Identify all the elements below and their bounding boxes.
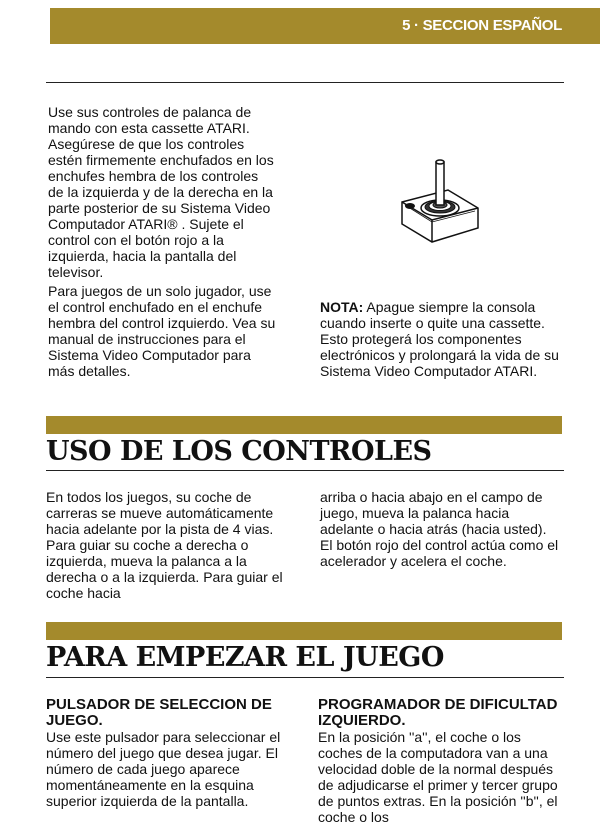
heading-para-empezar-el-juego: PARA EMPEZAR EL JUEGO [46, 642, 444, 673]
joystick-icon [392, 156, 486, 252]
section-label: 5 · SECCION ESPAÑOL [402, 17, 562, 34]
section-bar-empezar [46, 622, 562, 640]
empezar-right-text: En la posición ''a'', el coche o los coches de la computadora van a una velocidad doble de la normal después de adjudicarse el primer y tercer grupo de puntos extras. En la posición ''b'', el coche o los [318, 729, 558, 825]
uso-right-text: arriba o hacia abajo en el campo de juego, mueva la palanca hacia adelante o hacia atrás (hacia usted). El botón rojo del control actúa como el acelerador y acelera el coche. [320, 489, 559, 569]
subheading-pulsador: PULSADOR DE SELECCION DE JUEGO. [46, 696, 272, 729]
section-header-band [50, 8, 600, 44]
section-bar-uso [46, 416, 562, 434]
note-text: Apague siempre la consola cuando inserte o quite una cassette. Esto protegerá los componentes electrónicos y prolongará la vida de su Sistema Video Computador ATARI. [320, 299, 559, 379]
uso-left-text: En todos los juegos, su coche de carreras se mueve automáticamente hacia adelante por la pista de 4 vias. Para guiar su coche a derecha o izquierda, mueva la palanca a la derecha o a la izquierda. Para guiar el coche hacia [46, 489, 283, 601]
empezar-left-text: Use este pulsador para seleccionar el número del juego que desea jugar. El número de cada juego aparece momentáneamente en la esquina superior izquierda de la pantalla. [46, 729, 281, 809]
intro-paragraph-1: Use sus controles de palanca de mando con esta cassette ATARI. Asegúrese de que los controles estén firmemente enchufados en los enchufes hembra de los controles de la izquierda y de la derecha en la parte posterior de su Sistema Video Computador ATARI® . Sujete el control con el botón rojo a la izquierda, hacia la pantalla del televisor. [48, 104, 274, 280]
top-rule [46, 82, 564, 83]
subheading-programador: PROGRAMADOR DE DIFICULTAD IZQUIERDO. [318, 696, 558, 729]
rule-uso [46, 470, 564, 471]
note-paragraph [320, 299, 562, 379]
rule-empezar [46, 677, 564, 678]
heading-uso-de-los-controles: USO DE LOS CONTROLES [46, 436, 432, 467]
intro-paragraph-2: Para juegos de un solo jugador, use el control enchufado en el enchufe hembra del control izquierdo. Vea su manual de instrucciones para el Sistema Video Computador para más detalles. [48, 283, 276, 379]
note-label: NOTA: [320, 299, 364, 315]
